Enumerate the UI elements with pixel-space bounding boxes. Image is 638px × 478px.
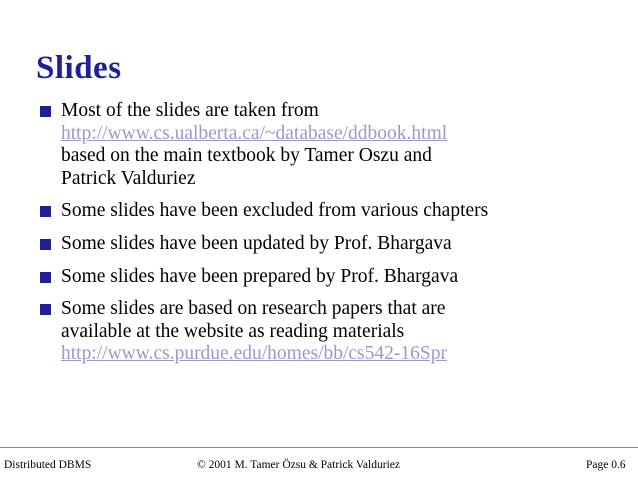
bullet-text: Most of the slides are taken from bbox=[61, 100, 319, 121]
bullet-item bbox=[40, 233, 630, 256]
bullet-item bbox=[40, 100, 630, 190]
footer-copyright: © 2001 M. Tamer Özsu & Patrick Valduriez bbox=[197, 459, 400, 471]
bullet-text: Patrick Valduriez bbox=[61, 167, 196, 189]
bullet-list bbox=[40, 100, 630, 376]
square-bullet-icon bbox=[40, 304, 51, 315]
footer-course-name: Distributed DBMS bbox=[4, 459, 92, 471]
bullet-text: based on the main textbook by Tamer Oszu and bbox=[61, 145, 432, 167]
bullet-text: Some slides have been prepared by Prof. Bhargava bbox=[61, 265, 459, 287]
bullet-text: Some slides have been updated by Prof. Bhargava bbox=[61, 232, 452, 254]
square-bullet-icon bbox=[40, 206, 51, 217]
square-bullet-icon bbox=[40, 239, 51, 250]
bullet-item bbox=[40, 298, 630, 366]
square-bullet-icon bbox=[40, 272, 51, 283]
bullet-item bbox=[40, 200, 630, 223]
bullet-text: Some slides have been excluded from various chapters bbox=[61, 200, 489, 222]
ddbook-link[interactable]: http://www.cs.ualberta.ca/~database/ddbook.html bbox=[61, 122, 448, 144]
bullet-text: Some slides are based on research papers that are bbox=[61, 298, 446, 320]
bullet-text: available at the website as reading materials bbox=[61, 320, 405, 342]
square-bullet-icon bbox=[40, 106, 51, 117]
footer-divider bbox=[0, 447, 638, 448]
course-website-link[interactable]: http://www.cs.purdue.edu/homes/bb/cs542-16Spr bbox=[61, 343, 447, 365]
footer-page-number: Page 0.6 bbox=[586, 459, 626, 471]
bullet-item bbox=[40, 266, 630, 289]
slide-title: Slides bbox=[36, 50, 122, 86]
